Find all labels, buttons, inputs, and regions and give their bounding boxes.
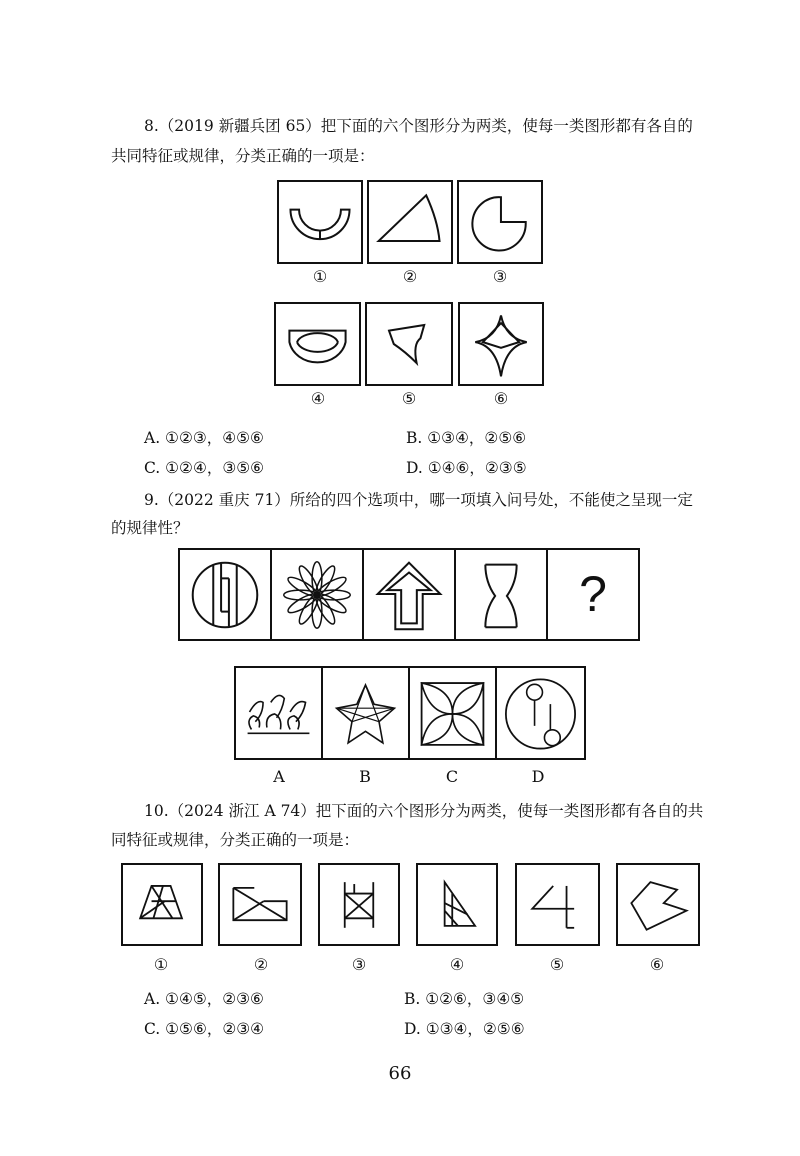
sector-triangle-shape [369,182,451,262]
trapezoid-lines-shape [123,865,201,944]
concave-diamond-shape [460,304,542,384]
q8-option-d: D. ①④⑥，②③⑤ [406,459,527,477]
q10-option-d: D. ①③④，②⑤⑥ [404,1020,525,1038]
q10-figure-1 [121,863,203,946]
q9-stem-line2: 的规律性？ [111,519,189,537]
q10-stem-line2: 同特征或规律，分类正确的一项是： [111,831,360,849]
u-arc-shape [279,182,361,262]
page-number: 66 [388,1063,412,1084]
arrow-up-shape [364,550,454,639]
q9-option-figures [234,666,586,760]
number-four-lines-shape [517,865,598,944]
q10-label-4: ④ [449,955,465,974]
q9-stem-line1: 9.（2022 重庆 71）所给的四个选项中，哪一项填入问号处，不能使之呈现一定 [144,491,693,509]
q10-stem-line1: 10.（2024 浙江 A 74）把下面的六个图形分为两类，使每一类图形都有各自的共 [144,802,704,820]
q9-option-figure-d [497,668,584,758]
q10-figure-3 [318,863,400,946]
lotus-shape [236,668,321,758]
q9-label-d: D [531,767,545,786]
q9-stem-figure-4 [456,550,548,639]
q8-label-3: ③ [492,267,508,286]
q9-option-figure-c [410,668,497,758]
q9-label-c: C [445,767,459,786]
q8-option-c: C. ①②④，③⑤⑥ [144,459,265,477]
q8-figure-1 [277,180,363,264]
q10-figure-6 [616,863,700,946]
star-shape [323,668,408,758]
bowtie-bars-shape [320,865,398,944]
q9-stem-figure-2 [272,550,364,639]
q8-figure-3 [457,180,543,264]
q8-figure-2 [367,180,453,264]
q9-option-figure-a [236,668,323,758]
q8-label-2: ② [402,267,418,286]
q9-stem-figures [178,548,640,641]
q8-label-1: ① [312,267,328,286]
q10-option-b: B. ①②⑥，③④⑤ [404,990,525,1008]
q10-option-c: C. ①⑤⑥，②③④ [144,1020,265,1038]
q10-label-6: ⑥ [649,955,665,974]
q8-label-4: ④ [310,389,326,408]
q9-stem-figure-3 [364,550,456,639]
q8-label-6: ⑥ [493,389,509,408]
four-petal-square-shape [410,668,495,758]
q10-figure-4 [416,863,498,946]
concave-polygon-shape [618,865,698,944]
q8-figure-4 [274,302,361,386]
q10-label-1: ① [153,955,169,974]
q8-figure-5 [365,302,453,386]
question-mark: ? [579,566,607,622]
q8-figure-6 [458,302,544,386]
q9-stem-figure-1 [180,550,272,639]
q10-figure-2 [218,863,302,946]
q9-question-cell [548,550,638,639]
q8-option-b: B. ①③④，②⑤⑥ [406,429,527,447]
q8-stem-line1: 8.（2019 新疆兵团 65）把下面的六个图形分为两类，使每一类图形都有各自的 [144,117,693,135]
q10-label-5: ⑤ [549,955,565,974]
q8-label-5: ⑤ [401,389,417,408]
q9-label-a: A [273,767,285,786]
right-triangle-lines-shape [418,865,496,944]
q9-label-b: B [359,767,371,786]
q9-option-figure-b [323,668,410,758]
bowl-shape [276,304,359,384]
flower-shape [272,550,362,639]
q10-figure-5 [515,863,600,946]
hourglass-shape [456,550,546,639]
rectangle-cross-shape [220,865,300,944]
three-quarter-circle-shape [459,182,541,262]
q10-label-3: ③ [351,955,367,974]
circle-pendulum-shape [497,668,584,758]
q8-option-a: A. ①②③，④⑤⑥ [144,429,264,447]
split-circle-shape [180,550,270,639]
q10-option-a: A. ①④⑤，②③⑥ [144,990,264,1008]
curved-quad-shape [367,304,451,384]
q10-label-2: ② [253,955,269,974]
q8-stem-line2: 共同特征或规律，分类正确的一项是： [111,147,375,165]
